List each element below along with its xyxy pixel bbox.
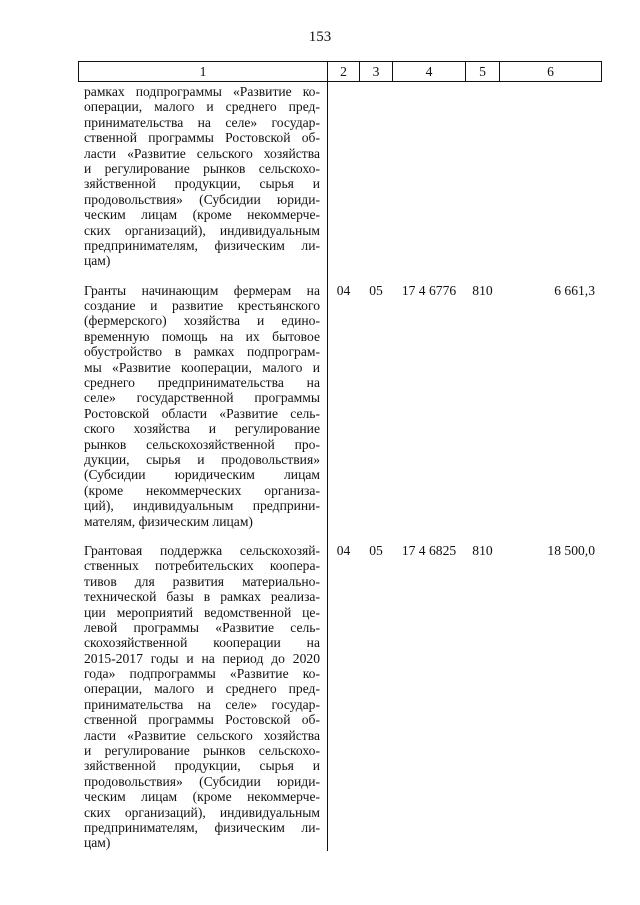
description-cell <box>79 541 328 851</box>
description-line: (Субсидии юридическим лицам <box>84 467 320 483</box>
expense-type-cell <box>466 82 500 269</box>
description-line: продовольствия» (Субсидии юриди- <box>84 773 320 789</box>
section-code-cell <box>328 541 360 851</box>
spacer-cell <box>79 529 328 541</box>
spacer-cell <box>328 529 360 541</box>
header-row <box>79 62 602 82</box>
target-article-value <box>393 82 465 84</box>
description-line: года» подпрограммы «Развитие ко- <box>84 666 320 682</box>
description-line: и регулирование рынков сельскохо- <box>84 160 320 176</box>
expense-type-value: 810 <box>472 542 493 558</box>
description-line: (кроме некоммерческих организа- <box>84 482 320 498</box>
section-code-value: 04 <box>336 282 351 298</box>
table-row <box>79 281 602 529</box>
target-article-value: 17 4 6776 <box>401 282 457 298</box>
description-line: рамках подпрограммы «Развитие ко- <box>84 84 320 99</box>
header-col-5: 5 <box>466 62 500 82</box>
description-line: принимательства на селе» государ- <box>84 114 320 130</box>
description-line: ласти «Развитие сельского хозяйства <box>84 727 320 743</box>
spacer-cell <box>393 529 466 541</box>
description-line: (фермерского) хозяйства и едино- <box>84 313 320 329</box>
table-header <box>79 62 602 82</box>
description-line: дукции, сырья и продовольствия» <box>84 451 320 467</box>
subsection-code-value <box>360 82 392 84</box>
target-article-value: 17 4 6825 <box>401 542 457 558</box>
subsection-code-cell <box>360 82 393 269</box>
description-line: операции, малого и среднего пред- <box>84 681 320 697</box>
spacer-cell <box>500 529 602 541</box>
spacer-cell <box>466 269 500 281</box>
description-line: зяйственной продукции, сырья и <box>84 176 320 192</box>
description-line: ций), индивидуальным предприни- <box>84 498 320 514</box>
target-article-cell <box>393 281 466 529</box>
amount-cell <box>500 82 602 269</box>
subsection-code-cell <box>360 541 393 851</box>
description-line: Грантовая поддержка сельскохозяй- <box>84 542 320 558</box>
expense-type-value: 810 <box>472 282 493 298</box>
header-col-2: 2 <box>328 62 360 82</box>
budget-table <box>78 61 602 851</box>
description-line: цам) <box>84 253 111 269</box>
description-line: рынков сельскохозяйственной про- <box>84 436 320 452</box>
description-line: ских организаций), индивидуальным <box>84 804 320 820</box>
description-line: ского хозяйства и регулирование <box>84 421 320 437</box>
description-line: ственной программы Ростовской об- <box>84 712 320 728</box>
page-number: 153 <box>308 29 332 45</box>
target-article-cell <box>393 541 466 851</box>
description-line: скохозяйственной кооперации на <box>84 635 320 651</box>
expense-type-cell <box>466 281 500 529</box>
header-col-6: 6 <box>500 62 602 82</box>
amount-cell <box>500 281 602 529</box>
description-line: принимательства на селе» государ- <box>84 696 320 712</box>
description-line: ческим лицам (кроме некоммерче- <box>84 789 320 805</box>
header-col-1: 1 <box>79 62 328 82</box>
description-line: 2015-2017 годы и на период до 2020 <box>84 650 320 666</box>
table-body <box>79 82 602 851</box>
description-line: левой программы «Развитие сель- <box>84 619 320 635</box>
subsection-code-value: 05 <box>369 542 383 558</box>
description-line: обустройство в рамках подпрограм- <box>84 344 320 360</box>
description-line: ских организаций), индивидуальным <box>84 222 320 238</box>
description-line: цам) <box>84 835 111 851</box>
description-text <box>79 281 326 529</box>
description-cell <box>79 82 328 269</box>
target-article-cell <box>393 82 466 269</box>
spacer-cell <box>328 269 360 281</box>
spacer-cell <box>500 269 602 281</box>
expense-type-value <box>466 82 499 84</box>
description-line: мы «Развитие кооперации, малого и <box>84 359 320 375</box>
amount-cell <box>500 541 602 851</box>
row-spacer <box>79 529 602 541</box>
description-line: ческим лицам (кроме некоммерче- <box>84 207 320 223</box>
description-line: Ростовской области «Развитие сель- <box>84 405 320 421</box>
amount-value: 18 500,0 <box>547 542 595 558</box>
description-line: ласти «Развитие сельского хозяйства <box>84 145 320 161</box>
section-code-value <box>328 82 359 84</box>
header-col-4: 4 <box>393 62 466 82</box>
section-code-cell <box>328 82 360 269</box>
description-line: ственной программы Ростовской об- <box>84 130 320 146</box>
subsection-code-cell <box>360 281 393 529</box>
description-line: селе» государственной программы <box>84 390 320 406</box>
description-line: предпринимателям, физическим ли- <box>84 237 320 253</box>
description-line: зяйственной продукции, сырья и <box>84 758 320 774</box>
row-spacer <box>79 269 602 281</box>
description-text <box>79 541 326 851</box>
description-line: временную помощь на их бытовое <box>84 328 320 344</box>
spacer-cell <box>360 269 393 281</box>
description-line: Гранты начинающим фермерам на <box>84 282 320 298</box>
description-cell <box>79 281 328 529</box>
description-text <box>79 82 326 269</box>
table-row <box>79 541 602 851</box>
description-line: мателям, физическим лицам) <box>84 513 253 529</box>
description-line: технической базы в рамках реализа- <box>84 589 320 605</box>
description-line: ственных потребительских коопера- <box>84 558 320 574</box>
subsection-code-value: 05 <box>369 282 383 298</box>
section-code-value: 04 <box>336 542 351 558</box>
spacer-cell <box>79 269 328 281</box>
description-line: предпринимателям, физическим ли- <box>84 819 320 835</box>
spacer-cell <box>360 529 393 541</box>
description-line: ции мероприятий ведомственной це- <box>84 604 320 620</box>
description-line: тивов для развития материально- <box>84 573 320 589</box>
description-line: операции, малого и среднего пред- <box>84 99 320 115</box>
expense-type-cell <box>466 541 500 851</box>
description-line: и регулирование рынков сельскохо- <box>84 743 320 759</box>
amount-value: 6 661,3 <box>554 282 595 298</box>
header-col-3: 3 <box>360 62 393 82</box>
description-line: среднего предпринимательства на <box>84 375 320 391</box>
description-line: продовольствия» (Субсидии юриди- <box>84 191 320 207</box>
section-code-cell <box>328 281 360 529</box>
spacer-cell <box>466 529 500 541</box>
description-line: создание и развитие крестьянского <box>84 298 320 314</box>
table-row <box>79 82 602 269</box>
spacer-cell <box>393 269 466 281</box>
amount-value <box>500 82 601 84</box>
